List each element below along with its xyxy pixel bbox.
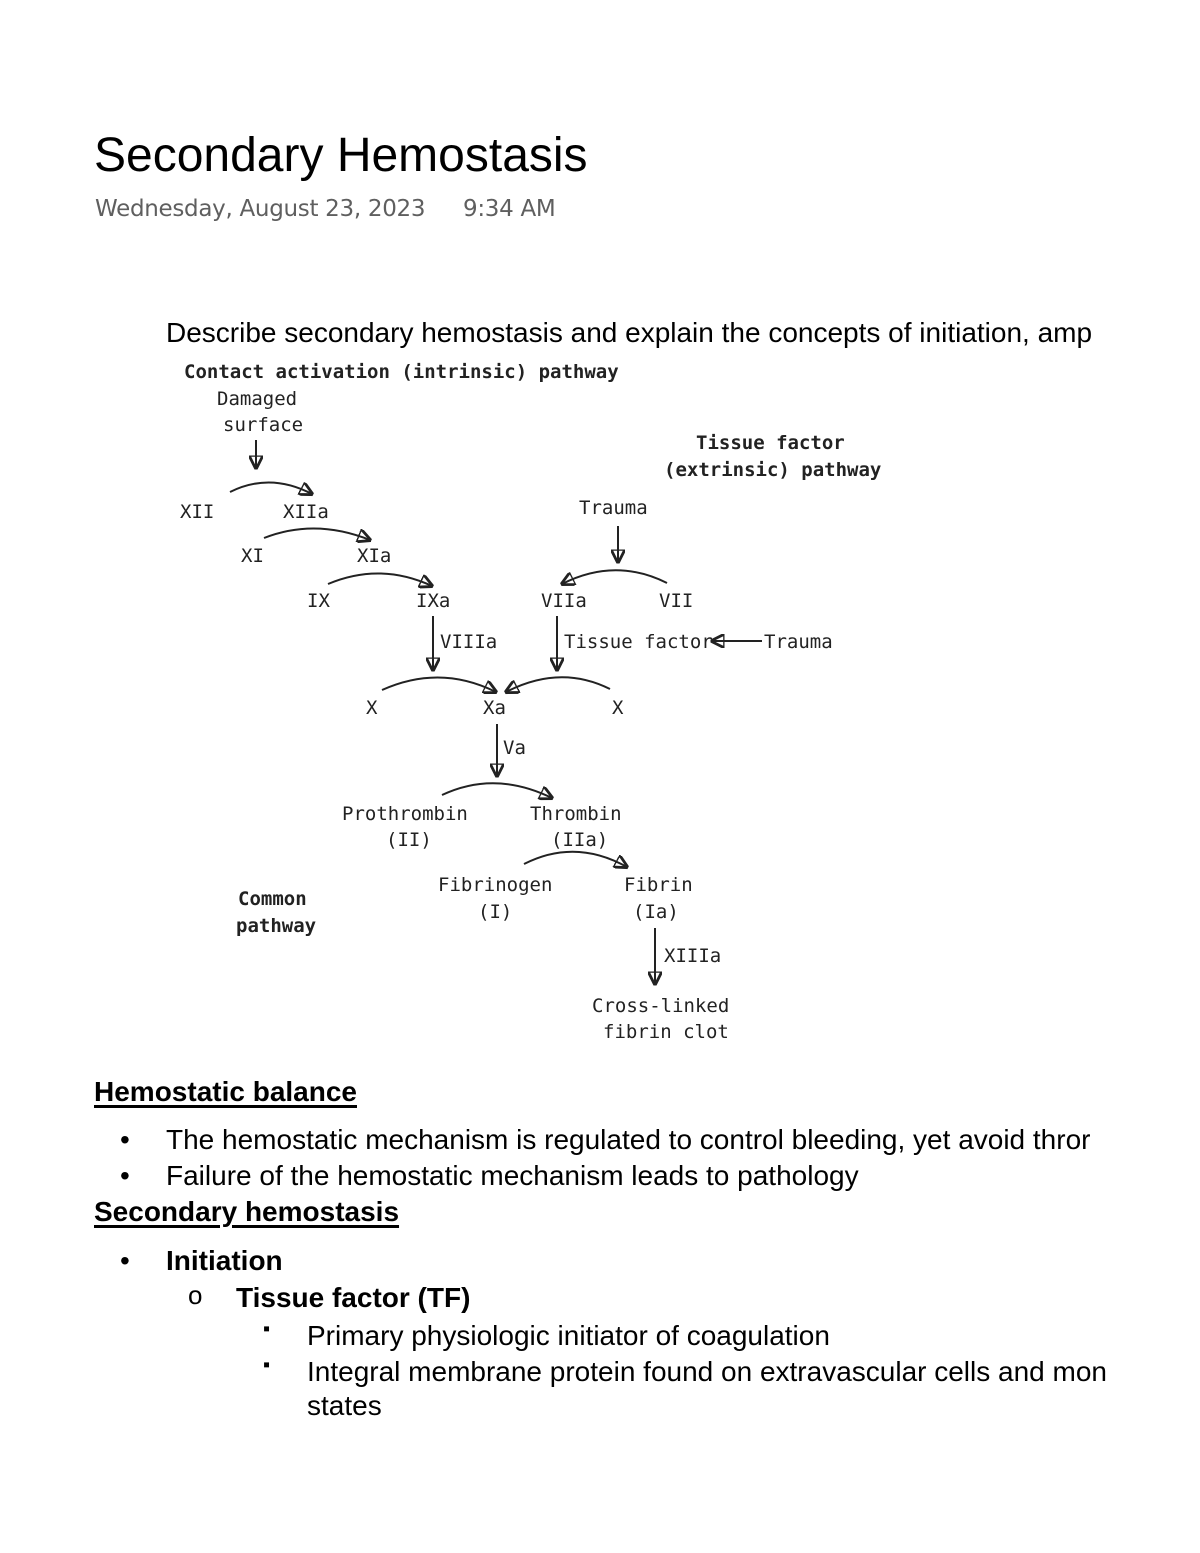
cofactor-viiia: VIIIa [440,631,498,653]
crosslinked-line1: Cross-linked [592,995,730,1017]
factor-xi: XI [241,545,264,567]
factor-xiiia: XIIIa [664,945,722,967]
initiation-label: Initiation [166,1245,283,1276]
hemostatic-balance-heading: Hemostatic balance [94,1076,357,1107]
fibrinogen-code: (I) [478,901,513,923]
factor-x-right: X [612,697,624,719]
factor-xii: XII [180,501,215,523]
surface-label: surface [223,414,304,436]
ix-activation-arrow [328,573,432,586]
tf-point-2-continuation: states [307,1390,382,1421]
common-pathway-line1: Common [238,888,307,910]
trauma-right-label: Trauma [764,631,833,653]
factor-x-left: X [366,697,378,719]
x-right-activation-arrow [506,677,610,692]
x-left-activation-arrow [382,677,496,692]
thrombin-code: (IIa) [551,829,609,851]
tf-point-2: Integral membrane protein found on extravascular cells and mon [307,1356,1107,1387]
secondary-hemostasis-heading: Secondary hemostasis [94,1196,400,1227]
bullet-glyph: • [120,1124,130,1155]
fibrinogen-label: Fibrinogen [438,874,553,896]
prothrombin-code: (II) [386,829,432,851]
prothrombin-label: Prothrombin [342,803,468,825]
tf-point-1: Primary physiologic initiator of coagulation [307,1320,830,1351]
prompt-text: Describe secondary hemostasis and explain the concepts of initiation, amp [166,317,1093,348]
page-date: Wednesday, August 23, 2023 [95,196,426,222]
fibrin-label: Fibrin [624,874,693,896]
factor-xiia: XIIa [283,501,329,523]
xii-activation-arrow [230,482,312,494]
damaged-label: Damaged [217,388,298,410]
extrinsic-title-line1: Tissue factor [696,432,845,454]
page-time: 9:34 AM [463,196,556,222]
xi-activation-arrow [264,528,370,540]
square-bullet-glyph: ▪ [263,1354,271,1376]
prothrombin-activation-arrow [442,783,552,798]
page-title: Secondary Hemostasis [94,129,588,182]
coagulation-cascade-diagram [150,352,910,1052]
common-pathway-line2: pathway [236,915,317,937]
square-bullet-glyph: ▪ [263,1318,271,1340]
tissue-factor-label: Tissue factor [564,631,713,653]
bullet-glyph: • [120,1245,130,1276]
fibrin-code: (Ia) [633,901,679,923]
crosslinked-line2: fibrin clot [603,1021,729,1043]
intrinsic-pathway-title: Contact activation (intrinsic) pathway [184,361,619,383]
factor-xa: Xa [483,697,506,719]
factor-vii: VII [659,590,694,612]
factor-ix: IX [307,590,330,612]
balance-point-2: Failure of the hemostatic mechanism leads to pathology [166,1160,859,1191]
factor-ixa: IXa [416,590,451,612]
balance-point-1: The hemostatic mechanism is regulated to control bleeding, yet avoid thror [166,1124,1091,1155]
bullet-glyph: • [120,1160,130,1191]
cofactor-va: Va [503,737,526,759]
vii-activation-arrow [562,570,667,584]
trauma-top-label: Trauma [579,497,648,519]
thrombin-label: Thrombin [530,803,622,825]
fibrinogen-conversion-arrow [524,852,627,867]
extrinsic-title-line2: (extrinsic) pathway [664,459,882,481]
tissue-factor-heading: Tissue factor (TF) [236,1282,471,1313]
factor-xia: XIa [357,545,392,567]
factor-viia: VIIa [541,590,587,612]
sub-bullet-glyph: o [188,1280,203,1310]
